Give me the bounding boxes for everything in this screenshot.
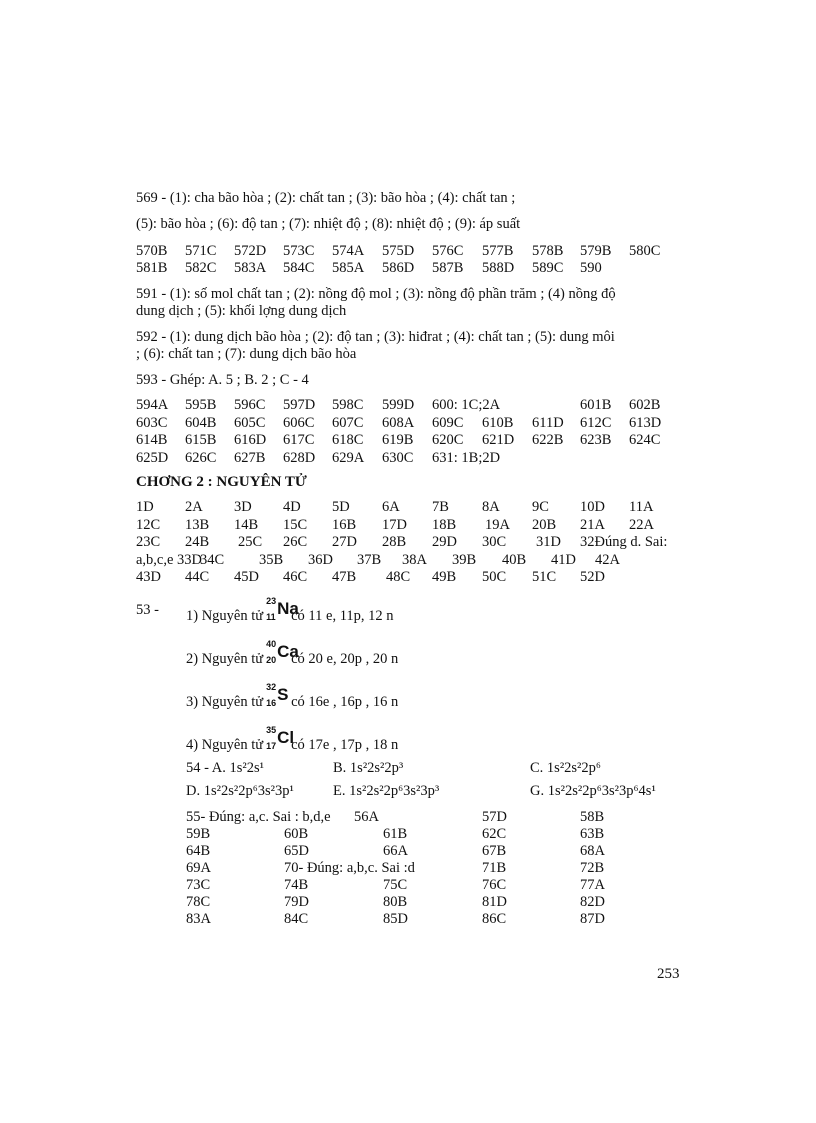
answer-cell: 595B [185,397,217,413]
q54-g: G. 1s²2s²2p⁶3s²3p⁶4s¹ [530,783,656,799]
answer-cell: 608A [382,414,415,431]
answer-cell: 581B [136,260,168,276]
atomic-number: 11 [266,612,276,622]
answer-cell: 21A [580,516,605,533]
isotope-notation [266,725,295,753]
answer-cell: 2A [185,499,203,515]
answer-cell: 58B [580,809,605,825]
answer-cell: 585A [332,260,365,276]
answer-cell: 85D [383,911,408,927]
q53-item [186,639,399,668]
answer-cell: 28B [382,534,407,550]
answer-cell: 631: 1B;2D [432,449,501,466]
q54-b: B. 1s²2s²2p³ [333,760,404,776]
answer-cell: 19A [485,516,510,533]
answer-cell: 25C [238,534,263,550]
answer-cell: 572D [234,243,267,259]
answer-cell: 34C [200,551,225,568]
answer-cell: 63B [580,826,605,842]
answer-cell: 65D [284,843,309,859]
answer-cell: 16B [332,516,357,533]
answer-cell: 46C [283,569,308,585]
answer-cell: 11A [629,499,654,515]
q591-line2: dung dịch ; (5): khối lợng dung dịch [136,303,347,319]
answer-cell: 1D [136,499,154,515]
answer-cell: 50C [482,569,507,585]
isotope-notation [266,682,289,710]
answer-cell: 5D [332,499,350,515]
answer-cell: 55- Đúng: a,c. Sai : b,d,e [186,809,331,825]
answer-cell: 7B [432,499,449,515]
answer-cell: 9C [532,499,549,515]
answer-cell: 61B [383,826,408,842]
q53-item-pre: 1) Nguyên tử [186,608,264,624]
q54-c: C. 1s²2s²2p⁶ [530,760,601,776]
q53-item-pre: 2) Nguyên tử [186,651,264,667]
element-symbol: Cl [277,728,295,747]
answer-cell: 602B [629,397,661,413]
answer-cell: 13B [185,516,210,533]
q54-e: E. 1s²2s²2p⁶3s²3p³ [333,783,440,799]
answer-cell: 66A [383,843,408,859]
answer-cell: 80B [383,894,408,910]
answer-cell: 14B [234,516,259,533]
answer-cell: 622B [532,432,564,448]
answer-cell: 87D [580,911,605,927]
q53-item [186,682,399,711]
answer-cell: 43D [136,569,161,585]
answer-cell: 625D [136,449,169,466]
answer-cell: 575D [382,243,415,259]
answer-cell: 83A [186,911,211,927]
answer-cell: 75C [383,877,408,893]
answer-cell: 86C [482,911,507,927]
answer-cell: 571C [185,243,217,259]
answer-cell: 17D [382,516,407,533]
isotope-notation [266,596,299,624]
answer-cell: 570B [136,243,168,259]
q53-item-pre: 3) Nguyên tử [186,694,264,710]
q53-item-post: có 20 e, 20p , 20 n [291,651,399,667]
answer-cell: 589C [532,260,564,276]
answer-cell: 6A [382,499,400,515]
answer-cell: 82D [580,894,605,910]
answer-cell: 77A [580,877,605,893]
q53-item-post: có 17e , 17p , 18 n [291,737,399,753]
answer-cell: 76C [482,877,507,893]
q53-label: 53 - [136,602,159,618]
answer-cell: 32Đúng d. Sai: [580,534,668,550]
answer-cell: 60B [284,826,309,842]
atomic-number: 17 [266,741,277,751]
q53-item [186,596,394,625]
answer-cell: 29D [432,534,457,550]
answer-cell: 597D [283,397,316,413]
answer-cell: 74B [284,877,309,893]
answer-cell: 627B [234,449,266,466]
answer-cell: 37B [357,551,382,568]
answer-cell: 59B [186,826,211,842]
answer-cell: 617C [283,432,315,448]
answer-cell: 587B [432,260,464,276]
answer-cell: 15C [283,516,308,533]
answer-cell: 57D [482,809,507,825]
answer-cell: 35B [259,551,284,568]
answer-cell: 618C [332,432,364,448]
answer-cell: a,b,c,e 33D [136,551,203,568]
answer-cell: 36D [308,551,333,568]
atomic-number: 16 [266,698,277,708]
answer-cell: 600: 1C;2A [432,397,501,413]
answer-cell: 630C [382,449,414,466]
q569-line2: (5): bão hòa ; (6): độ tan ; (7): nhiệt độ ; (8): nhiệt độ ; (9): áp suất [136,216,521,232]
answer-cell: 604B [185,414,217,431]
answer-cell: 605C [234,414,266,431]
answer-cell: 47B [332,569,357,585]
answer-cell: 23C [136,534,161,550]
answer-cell: 78C [186,894,211,910]
answer-cell: 603C [136,414,168,431]
answer-cell: 26C [283,534,308,550]
answer-cell: 73C [186,877,211,893]
answer-cell: 578B [532,243,564,259]
atomic-number: 20 [266,655,277,665]
q592-line2: ; (6): chất tan ; (7): dung dịch bão hòa [136,346,357,362]
answer-cell: 588D [482,260,515,276]
answer-cell: 623B [580,432,612,448]
q53-item [186,725,399,754]
answer-cell: 70- Đúng: a,b,c. Sai :d [284,860,415,876]
answer-cell: 607C [332,414,364,431]
answer-cell: 52D [580,569,605,585]
answer-cell: 606C [283,414,315,431]
answer-cell: 72B [580,860,605,876]
answer-cell: 594A [136,397,169,413]
answer-cell: 620C [432,432,464,448]
answer-cell: 51C [532,569,557,585]
answer-cell: 601B [580,397,612,413]
answer-cell: 40B [502,551,527,568]
answer-cell: 621D [482,432,515,448]
answer-cell: 41D [551,551,576,568]
answer-cell: 599D [382,397,415,413]
answer-cell: 580C [629,243,661,259]
answer-cell: 616D [234,432,267,448]
answer-cell: 45D [234,569,259,585]
q592-line1: 592 - (1): dung dịch bão hòa ; (2): độ tan ; (3): hiđrat ; (4): chất tan ; (5): dung môi [136,329,615,345]
answer-cell: 84C [284,911,309,927]
answer-cell: 22A [629,516,654,533]
answer-cell: 574A [332,243,365,259]
answer-cell: 20B [532,516,557,533]
element-symbol: S [277,685,289,704]
answer-cell: 62C [482,826,507,842]
answer-cell: 611D [532,414,564,431]
answer-cell: 626C [185,449,217,466]
answer-cell: 67B [482,843,507,859]
answer-cell: 24B [185,534,210,550]
answer-cell: 8A [482,499,500,515]
answer-cell: 576C [432,243,464,259]
answer-cell: 590 [580,260,602,276]
q54-a: 54 - A. 1s²2s¹ [186,760,264,776]
answer-cell: 4D [283,499,301,515]
answer-cell: 609C [432,414,464,431]
mass-number: 23 [266,596,277,606]
answer-cell: 619B [382,432,414,448]
q53-item-pre: 4) Nguyên tử [186,737,264,753]
answer-cell: 598C [332,397,364,413]
answer-cell: 48C [386,569,411,585]
page-number: 253 [657,966,680,982]
answer-cell: 31D [536,534,561,550]
mass-number: 40 [266,639,277,649]
answer-cell: 584C [283,260,315,276]
answer-cell: 30C [482,534,507,550]
chapter-title: CHƠNG 2 : NGUYÊN TỬ [136,474,307,490]
answer-cell: 10D [580,499,605,515]
q591-line1: 591 - (1): số mol chất tan ; (2): nồng độ mol ; (3): nồng độ phần trăm ; (4) nồng độ [136,286,616,302]
mass-number: 32 [266,682,277,692]
mass-number: 35 [266,725,277,735]
q593: 593 - Ghép: A. 5 ; B. 2 ; C - 4 [136,372,309,388]
answer-cell: 39B [452,551,477,568]
q54-d: D. 1s²2s²2p⁶3s²3p¹ [186,783,294,799]
answer-cell: 629A [332,449,365,466]
answer-cell: 38A [402,551,427,568]
answer-cell: 81D [482,894,507,910]
answer-cell: 71B [482,860,507,876]
isotope-notation [266,639,299,667]
answer-cell: 612C [580,414,612,431]
answer-cell: 624C [629,432,661,448]
answer-cell: 582C [185,260,217,276]
answer-cell: 613D [629,414,662,431]
answer-cell: 596C [234,397,266,413]
answer-cell: 27D [332,534,357,550]
q53-item-post: có 16e , 16p , 16 n [291,694,399,710]
element-symbol: Na [277,599,299,618]
answer-cell: 573C [283,243,315,259]
answer-cell: 583A [234,260,267,276]
answer-cell: 614B [136,432,168,448]
answer-cell: 628D [283,449,316,466]
q569-line1: 569 - (1): cha bão hòa ; (2): chất tan ; (3): bão hòa ; (4): chất tan ; [136,190,516,206]
answer-cell: 56A [354,809,379,825]
answer-cell: 586D [382,260,415,276]
q53-item-post: có 11 e, 11p, 12 n [291,608,394,624]
answer-cell: 18B [432,516,457,533]
answer-cell: 68A [580,843,605,859]
answer-cell: 12C [136,516,161,533]
element-symbol: Ca [277,642,299,661]
answer-cell: 69A [186,860,211,876]
answer-cell: 3D [234,499,252,515]
answer-cell: 49B [432,569,457,585]
answer-cell: 615B [185,432,217,448]
answer-cell: 577B [482,243,514,259]
answer-cell: 79D [284,894,309,910]
answer-cell: 610B [482,414,514,431]
answer-cell: 579B [580,243,612,259]
answer-cell: 64B [186,843,211,859]
answer-cell: 44C [185,569,210,585]
answer-cell: 42A [595,551,620,568]
